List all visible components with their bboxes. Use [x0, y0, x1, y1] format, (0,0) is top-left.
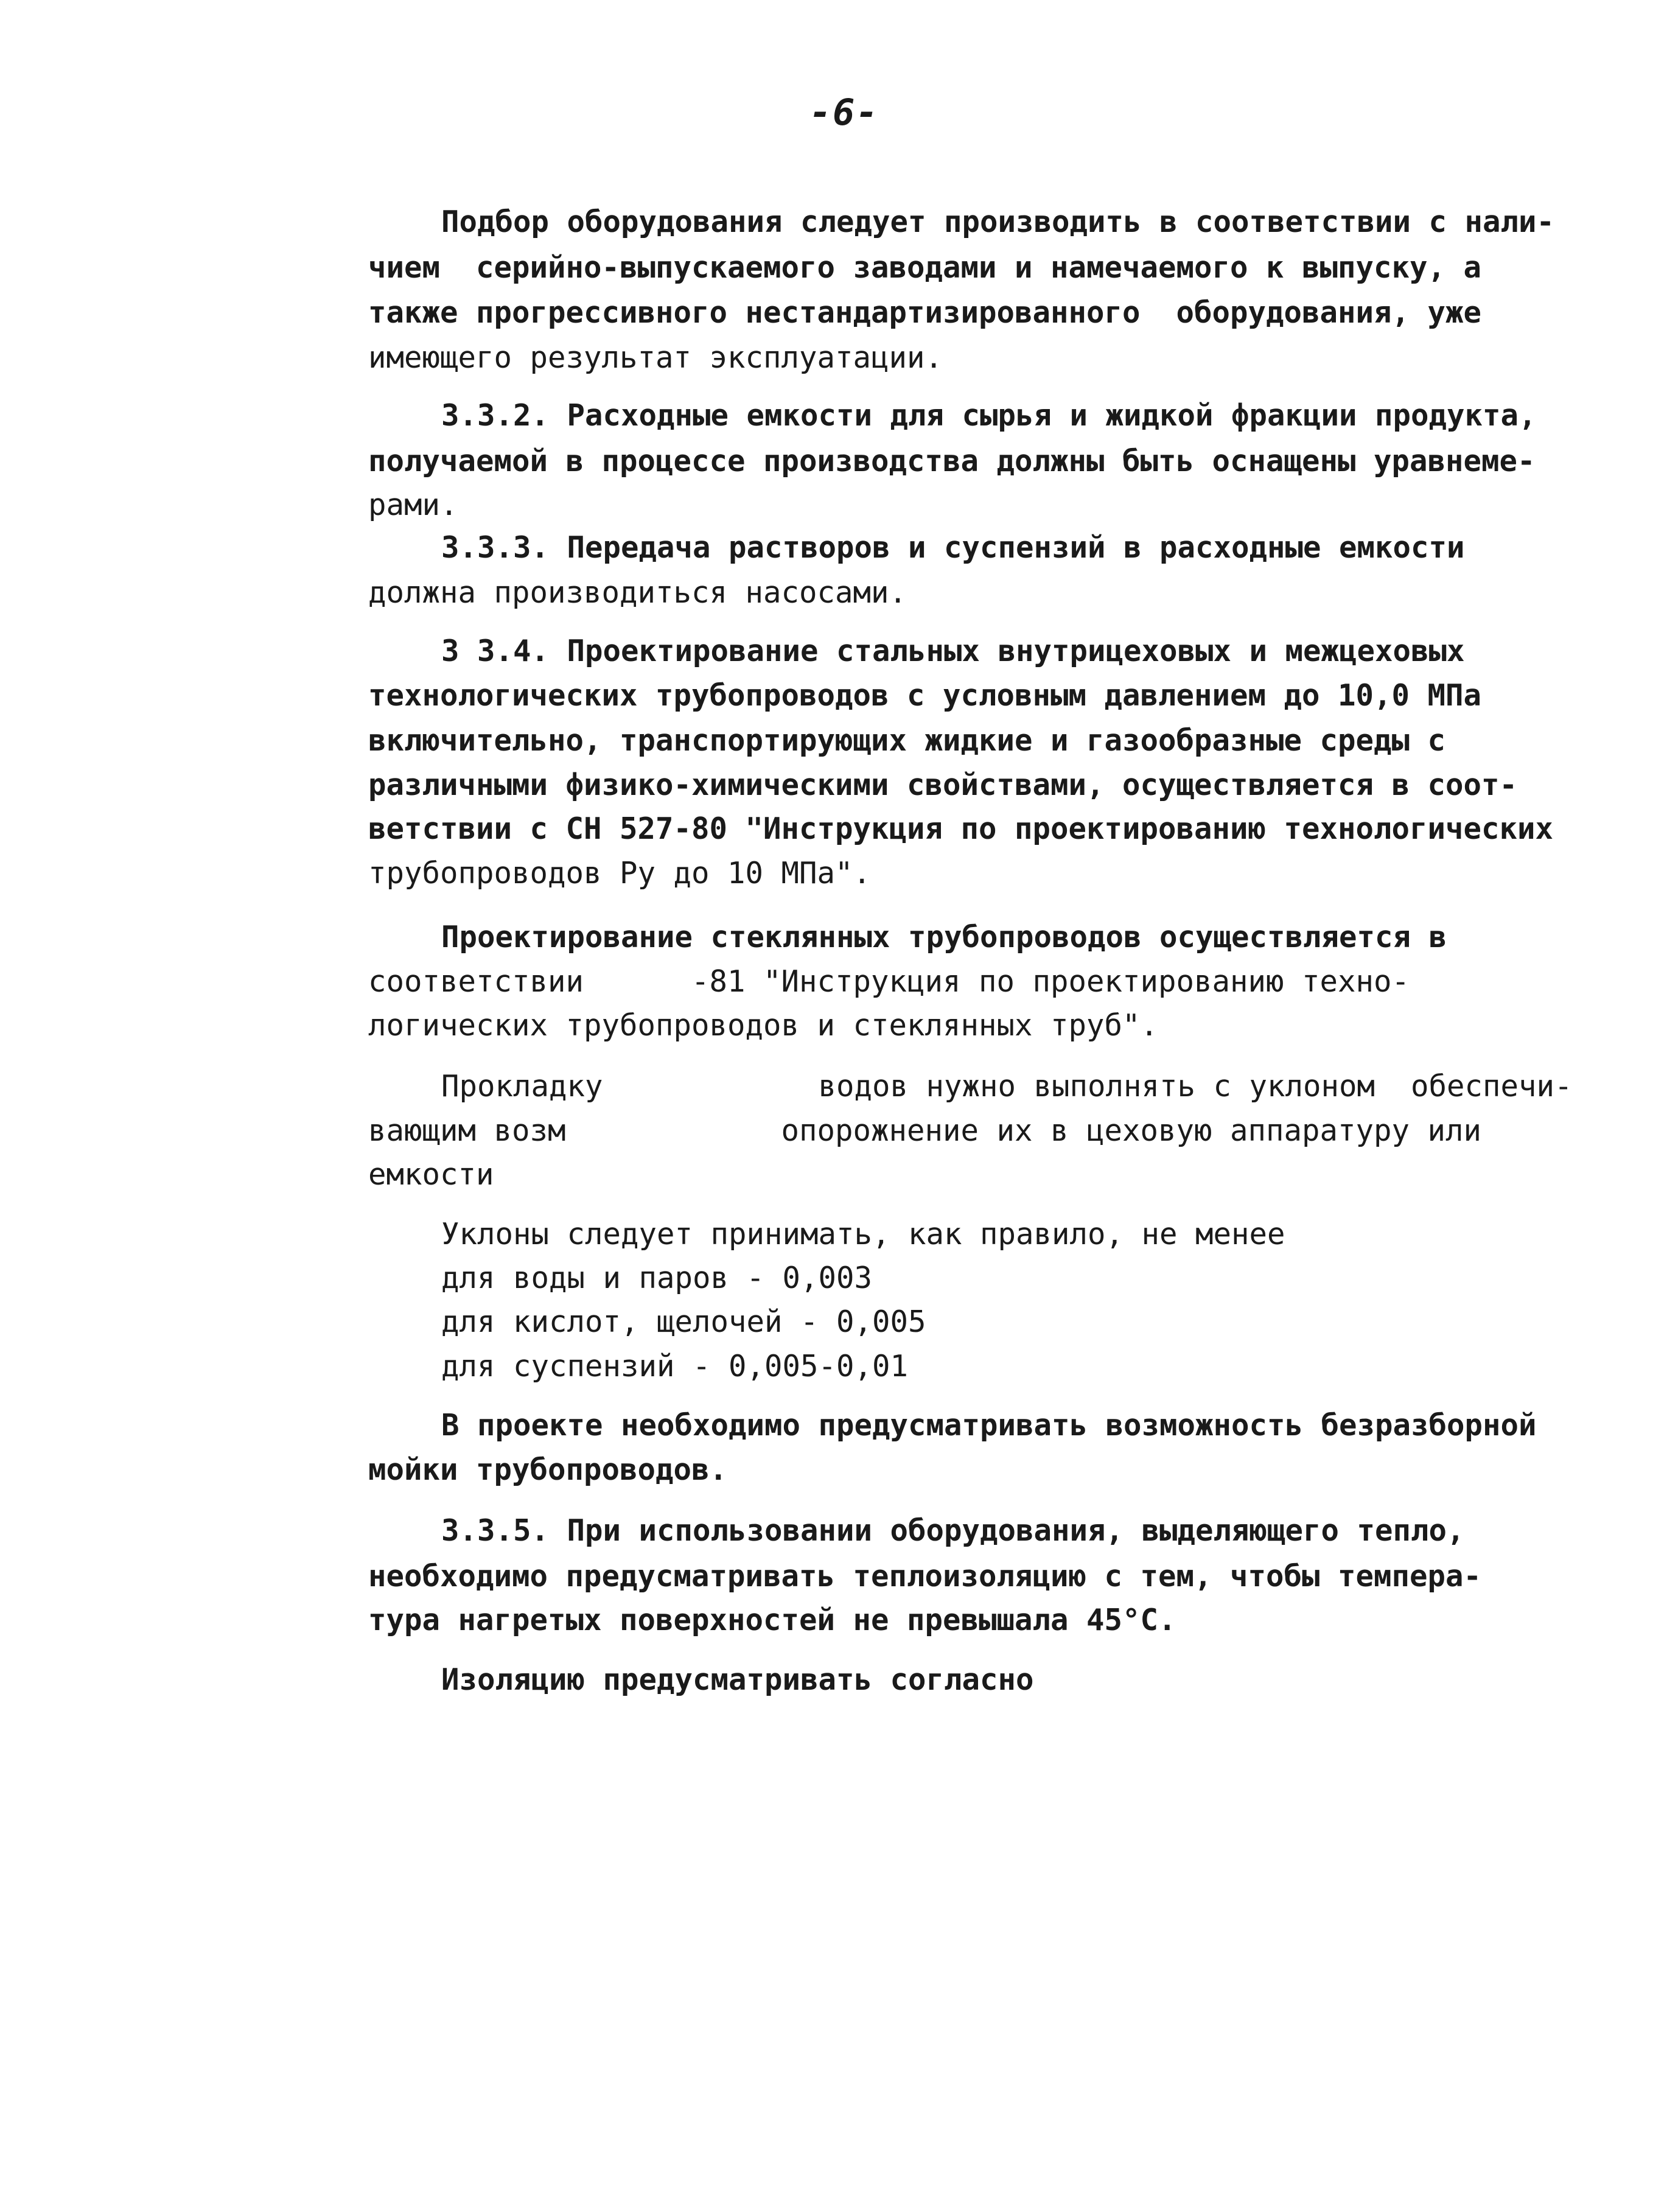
- page-number: -6-: [809, 91, 879, 134]
- text-line: соответствии -81 "Инструкция по проектированию техно-: [368, 964, 1410, 999]
- text-line: логических трубопроводов и стеклянных труб".: [368, 1008, 1159, 1043]
- text-line: Прокладку водов нужно выполнять с уклоном обеспечи-: [441, 1069, 1573, 1104]
- text-line: чием серийно-выпускаемого заводами и намечаемого к выпуску, а: [368, 250, 1482, 285]
- text-line: должна производиться насосами.: [368, 575, 907, 610]
- text-line: Уклоны следует принимать, как правило, не менее: [441, 1217, 1285, 1251]
- text-line: 3.3.3. Передача растворов и суспензий в расходные емкости: [441, 530, 1465, 565]
- text-line: включительно, транспортирующих жидкие и газообразные среды с: [368, 723, 1446, 758]
- text-line: 3 3.4. Проектирование стальных внутрицеховых и межцеховых: [441, 634, 1465, 668]
- text-line: для суспензий - 0,005-0,01: [441, 1349, 909, 1384]
- text-line: технологических трубопроводов с условным давлением до 10,0 МПа: [368, 678, 1482, 713]
- text-line: Проектирование стеклянных трубопроводов осуществляется в: [441, 920, 1447, 954]
- text-line: рами.: [368, 488, 458, 522]
- text-line: тура нагретых поверхностей не превышала 45°С.: [368, 1603, 1176, 1637]
- text-line: также прогрессивного нестандартизированного оборудования, уже: [368, 295, 1482, 330]
- text-line: для воды и паров - 0,003: [441, 1261, 873, 1295]
- text-line: мойки трубопроводов.: [368, 1452, 728, 1487]
- text-line: получаемой в процессе производства должны быть оснащены уравнеме-: [368, 444, 1536, 478]
- text-line: трубопроводов Ру до 10 МПа".: [368, 856, 872, 891]
- text-line: Изоляцию предусматривать согласно: [441, 1662, 1034, 1697]
- text-line: для кислот, щелочей - 0,005: [441, 1304, 926, 1339]
- text-line: ветствии с СН 527-80 "Инструкция по проектированию технологических: [368, 811, 1554, 846]
- text-line: необходимо предусматривать теплоизоляцию с тем, чтобы темпера-: [368, 1559, 1482, 1594]
- text-line: 3.3.5. При использовании оборудования, выделяющего тепло,: [441, 1513, 1465, 1548]
- text-line: В проекте необходимо предусматривать возможность безразборной: [441, 1408, 1537, 1443]
- text-line: емкости: [368, 1157, 494, 1192]
- text-line: имеющего результат эксплуатации.: [368, 340, 943, 375]
- text-line: различными физико-химическими свойствами, осуществляется в соот-: [368, 768, 1518, 802]
- text-line: вающим возм опорожнение их в цеховую аппаратуру или: [368, 1113, 1482, 1148]
- text-line: Подбор оборудования следует производить в соответствии с нали-: [441, 205, 1555, 239]
- text-line: 3.3.2. Расходные емкости для сырья и жидкой фракции продукта,: [441, 398, 1537, 433]
